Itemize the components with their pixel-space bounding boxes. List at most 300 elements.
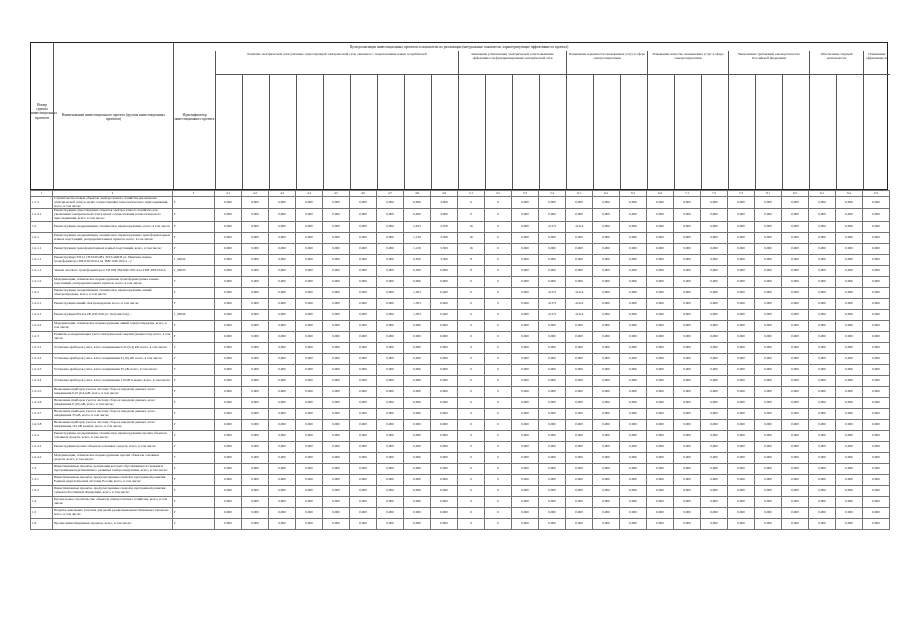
row-value: 0,000 (296, 474, 323, 485)
row-project-id: Г (173, 507, 215, 518)
row-value: 0,000 (431, 386, 458, 397)
row-value: 0,000 (404, 397, 431, 408)
row-project-name: Замена силового трансформатора в ТП 639 ТМ-630/10/0,4 на ТМГ-630/10/0,4 (53, 265, 173, 276)
row-value: 0,000 (566, 419, 593, 430)
row-number: 1.2.3.7 (31, 408, 53, 419)
row-value: 0,000 (728, 518, 755, 529)
row-value: 0,000 (215, 265, 242, 276)
row-value: 0,000 (620, 441, 647, 452)
row-value: 0,000 (863, 419, 890, 430)
row-value: 0,630 (404, 254, 431, 265)
row-value: 0,000 (269, 408, 296, 419)
row-value: 0,000 (512, 342, 539, 353)
row-value: 0,000 (566, 496, 593, 507)
row-project-id: J_SDO4 (173, 309, 215, 320)
row-value: 0,000 (647, 474, 674, 485)
row-value: 0,000 (728, 419, 755, 430)
column-number: 5.1 (458, 191, 485, 197)
row-value: 0 (485, 463, 512, 474)
row-value: 0,000 (512, 197, 539, 209)
row-value: 0,000 (836, 485, 863, 496)
row-value: 0,000 (836, 232, 863, 243)
header-subcolumn (269, 75, 296, 189)
row-value: 0,000 (593, 342, 620, 353)
row-value: 0 (485, 518, 512, 529)
row-value: 0,000 (755, 287, 782, 298)
row-value: 0,000 (269, 221, 296, 232)
row-value: 0,000 (809, 430, 836, 441)
row-value: 0,000 (836, 320, 863, 331)
row-number: 1.2.1.1 (31, 243, 53, 254)
row-value: 0,000 (431, 353, 458, 364)
row-value: 0,000 (728, 353, 755, 364)
row-value: 0,000 (620, 364, 647, 375)
column-number: 9.1 (809, 191, 836, 197)
row-value: 0,000 (350, 474, 377, 485)
table-row (31, 397, 890, 408)
row-value: 0,000 (296, 232, 323, 243)
row-project-name: Установка приборов учета, класс напряжения 6 (10) кВ, всего, в том числе: (53, 353, 173, 364)
row-value: 0,000 (512, 463, 539, 474)
row-value: 0,000 (863, 298, 890, 309)
row-value: 0,000 (242, 474, 269, 485)
row-value: 0,000 (323, 232, 350, 243)
row-value: 0,000 (377, 386, 404, 397)
row-value: 0,000 (350, 353, 377, 364)
row-value: 0,000 (539, 419, 566, 430)
row-value: 0,000 (539, 507, 566, 518)
row-value: 0,000 (323, 386, 350, 397)
column-number: 9.2 (836, 191, 863, 197)
row-project-id: Г (173, 331, 215, 342)
row-value: -0,414 (566, 221, 593, 232)
row-value: 0,000 (620, 485, 647, 496)
row-value: 0,000 (215, 331, 242, 342)
row-value: 0,000 (836, 430, 863, 441)
row-value: 0,000 (377, 309, 404, 320)
row-project-name: Модернизация, техническое перевооружение прочих объектов основных средств, всего, в том числе: (53, 452, 173, 463)
row-value: 0,000 (215, 507, 242, 518)
row-value: 0,000 (647, 364, 674, 375)
row-value: 0,000 (755, 221, 782, 232)
row-value: 0 (458, 209, 485, 221)
row-value: 0,000 (269, 419, 296, 430)
table-row (31, 485, 890, 496)
row-value: -0,371 (539, 298, 566, 309)
column-number: 4.3 (269, 191, 296, 197)
table-row (31, 243, 890, 254)
row-value: 0 (485, 353, 512, 364)
row-value: 0,000 (863, 518, 890, 529)
row-value: 0 (485, 197, 512, 209)
row-value: 0,000 (377, 375, 404, 386)
row-number: 1.2.2.2 (31, 320, 53, 331)
row-value: 0,000 (809, 353, 836, 364)
row-value: 0,000 (674, 265, 701, 276)
row-project-name: Инвестиционные проекты, предусмотренные схемой и программой развития субъекта Российской Федерации, всего, в том числе: (53, 485, 173, 496)
row-value: 0,000 (323, 254, 350, 265)
row-value: 0,000 (539, 463, 566, 474)
row-value: 0,000 (782, 254, 809, 265)
row-value: 0,000 (647, 298, 674, 309)
header-project-id-label: Идентификатор инвестиционного проекта (174, 113, 215, 122)
row-value: 0,000 (215, 287, 242, 298)
row-value: 0,000 (377, 485, 404, 496)
row-project-name: Инвестиционные проекты, реализация которых обуславливается схемами и программами перспективного развития электроэнергетики, всего, в том числе: (53, 463, 173, 474)
row-value: 0 (485, 276, 512, 287)
row-value: 0,000 (215, 441, 242, 452)
row-value: 0 (485, 375, 512, 386)
row-value: 0,000 (512, 309, 539, 320)
row-value: 0,000 (782, 342, 809, 353)
row-value: 0,000 (566, 276, 593, 287)
row-project-name: Развитие и модернизация учета электрической энергии (мощности), всего, в том числе: (53, 331, 173, 342)
row-value: 0,000 (377, 221, 404, 232)
row-value: 0,000 (863, 441, 890, 452)
row-value: 0,000 (674, 353, 701, 364)
row-value: 0,000 (647, 320, 674, 331)
row-value: 0,000 (728, 243, 755, 254)
row-value: 0,000 (512, 243, 539, 254)
row-value: 0,000 (215, 419, 242, 430)
row-value: 3,300 (431, 254, 458, 265)
column-number: 7.3 (728, 191, 755, 197)
row-value: 0,000 (296, 276, 323, 287)
row-value: 0,000 (296, 452, 323, 463)
row-number: 1.2.3.3 (31, 364, 53, 375)
row-project-name: Включение приборов учета в систему сбора и передачи данных, класс напряжения 110 кВ и выше, всего, в том числе: (53, 419, 173, 430)
row-value: 0 (458, 298, 485, 309)
row-value: 0,000 (674, 243, 701, 254)
row-number: 1.2.3.2 (31, 353, 53, 364)
row-value: 0,000 (647, 221, 674, 232)
row-value: 0,000 (701, 221, 728, 232)
row-value: 16 (458, 243, 485, 254)
column-number: 4.1 (215, 191, 242, 197)
row-value: 0,500 (404, 265, 431, 276)
row-value: 0,000 (539, 386, 566, 397)
row-value: 0,000 (350, 232, 377, 243)
row-value: 0,000 (269, 474, 296, 485)
row-value: 0,000 (863, 430, 890, 441)
row-project-id: Г (173, 342, 215, 353)
row-value: 0 (458, 518, 485, 529)
row-value: 3,300 (431, 243, 458, 254)
row-value: 0,000 (215, 430, 242, 441)
row-value: 0,000 (701, 375, 728, 386)
row-value: 0,000 (701, 463, 728, 474)
header-group-number (31, 43, 57, 189)
row-value: 0,000 (809, 397, 836, 408)
row-value: 0,000 (782, 276, 809, 287)
row-value: 0,000 (674, 507, 701, 518)
row-value: 0,000 (512, 375, 539, 386)
row-project-name: Реконструкция, модернизация, техническое перевооружение, всего, в том числе: (53, 221, 173, 232)
row-value: 0,000 (620, 298, 647, 309)
row-value: 0,000 (566, 474, 593, 485)
row-value: 0,000 (323, 320, 350, 331)
row-value: 0,000 (431, 364, 458, 375)
row-value: 0 (458, 485, 485, 496)
row-value: 0,000 (512, 397, 539, 408)
row-value: 0,000 (350, 463, 377, 474)
row-value: 0,000 (593, 232, 620, 243)
row-value: 0,400 (431, 287, 458, 298)
row-value: 0,000 (647, 265, 674, 276)
row-value: 0,000 (512, 221, 539, 232)
row-value: 0,000 (566, 463, 593, 474)
row-value: 0,000 (728, 342, 755, 353)
row-value: 0,000 (350, 287, 377, 298)
row-value: 0,000 (755, 430, 782, 441)
column-number: 4.8 (404, 191, 431, 197)
row-value: 0,000 (755, 254, 782, 265)
row-value: 0,000 (755, 342, 782, 353)
column-number: 4.4 (296, 191, 323, 197)
column-number: 6.3 (620, 191, 647, 197)
row-value: 0 (485, 485, 512, 496)
row-value: 0 (485, 386, 512, 397)
row-value: 0,000 (836, 197, 863, 209)
row-value: 0,000 (377, 452, 404, 463)
row-value: 0,000 (512, 364, 539, 375)
row-value: 0,000 (377, 507, 404, 518)
row-value: 0,000 (647, 408, 674, 419)
row-project-name: Прочее новое строительство объектов электросетевого хозяйства, всего, в том числе: (53, 496, 173, 507)
row-value: 0,000 (836, 441, 863, 452)
row-value: 0,000 (242, 265, 269, 276)
row-value: 0,000 (863, 254, 890, 265)
header-subcolumn (539, 75, 566, 189)
row-value: 0,000 (566, 507, 593, 518)
row-value: 0,000 (863, 496, 890, 507)
row-value: 0,000 (809, 287, 836, 298)
row-value: 0,000 (323, 309, 350, 320)
row-value: 0,000 (242, 518, 269, 529)
row-value: 0,000 (593, 298, 620, 309)
row-value: 1,503 (404, 287, 431, 298)
row-value: 0,000 (836, 518, 863, 529)
row-value: 0 (485, 496, 512, 507)
row-value: 0,000 (593, 243, 620, 254)
row-value: 0,000 (620, 197, 647, 209)
row-value: 0,000 (323, 209, 350, 221)
row-value: 0,000 (674, 254, 701, 265)
row-value: 0,000 (323, 197, 350, 209)
row-value: 0,000 (404, 342, 431, 353)
row-value: 3,300 (431, 232, 458, 243)
row-value: 0,000 (566, 375, 593, 386)
row-value: 0,000 (863, 474, 890, 485)
row-value: 0,000 (593, 364, 620, 375)
row-value: 0,000 (323, 243, 350, 254)
row-value: 0,000 (350, 276, 377, 287)
header-subcolumn (566, 75, 593, 189)
row-value: 0,000 (566, 397, 593, 408)
row-value: 0,000 (782, 474, 809, 485)
row-value: 0 (458, 197, 485, 209)
row-value: 0,000 (620, 386, 647, 397)
row-value: 0 (458, 474, 485, 485)
row-value: 0,000 (350, 254, 377, 265)
row-value: 0,000 (728, 507, 755, 518)
row-value: 0,000 (593, 474, 620, 485)
row-value: 0,000 (377, 287, 404, 298)
row-value: 0,000 (296, 485, 323, 496)
row-value: 0,000 (296, 419, 323, 430)
row-value: 0,000 (404, 197, 431, 209)
row-value: 0,000 (296, 518, 323, 529)
header-subcolumn (782, 75, 809, 189)
header-group-1: Развитие электрической сети/усиление существующей электрической сети, связанное с подключением новых потребителей (215, 51, 458, 75)
row-value: 0,000 (836, 331, 863, 342)
row-value: 0,000 (215, 276, 242, 287)
table-row (31, 342, 890, 353)
header-subcolumn (755, 75, 782, 189)
row-value: 0,000 (593, 430, 620, 441)
row-value: 0,000 (323, 265, 350, 276)
row-value: 0,000 (242, 441, 269, 452)
row-value: 0,000 (674, 441, 701, 452)
row-value: 0,000 (863, 507, 890, 518)
header-subcolumn (242, 75, 269, 189)
row-value: 0,000 (836, 243, 863, 254)
row-number: 1.2.3.1 (31, 342, 53, 353)
row-value: 0,000 (620, 397, 647, 408)
row-value: 0,000 (296, 331, 323, 342)
row-value: 0,000 (728, 408, 755, 419)
row-value: 0,000 (350, 209, 377, 221)
row-value: 0,000 (836, 287, 863, 298)
row-value: 0,000 (620, 209, 647, 221)
row-project-id: Г (173, 386, 215, 397)
row-value: 0,000 (593, 375, 620, 386)
row-value: 0,000 (242, 298, 269, 309)
row-number: 1.2.2 (31, 287, 53, 298)
row-value: 0,000 (323, 507, 350, 518)
row-value: 0,000 (350, 419, 377, 430)
row-value: 0,400 (431, 309, 458, 320)
row-value: 0,000 (242, 430, 269, 441)
row-value: 0,000 (377, 408, 404, 419)
row-value: 0,000 (728, 221, 755, 232)
row-value: 0,000 (512, 507, 539, 518)
row-value: 0,000 (350, 518, 377, 529)
row-value: 0,000 (566, 364, 593, 375)
row-value: 0,000 (701, 474, 728, 485)
row-value: 0 (458, 276, 485, 287)
row-value: 0,000 (377, 430, 404, 441)
row-value: 0,000 (296, 209, 323, 221)
row-value: 0,000 (863, 375, 890, 386)
row-value: 0,000 (593, 386, 620, 397)
row-value: 0,000 (269, 496, 296, 507)
row-value: 0,000 (755, 232, 782, 243)
row-value: 0,000 (701, 397, 728, 408)
row-value: 0,000 (323, 419, 350, 430)
row-value: 0,000 (701, 518, 728, 529)
row-value: 0,000 (647, 331, 674, 342)
row-value: 0,000 (512, 287, 539, 298)
row-value: 0,000 (269, 309, 296, 320)
row-project-name: Реконструкция линий электропередачи, всего, в том числе: (53, 298, 173, 309)
row-project-name: Реконструкция, модернизация, техническое перевооружение трансформаторных и иных подстанций, распределительных пунктов, всего, в том числе: (53, 232, 173, 243)
row-value: 0,000 (728, 496, 755, 507)
row-value: 0,000 (296, 364, 323, 375)
row-value: 0,000 (593, 441, 620, 452)
row-value: 0,000 (701, 452, 728, 463)
row-value: 0,000 (269, 452, 296, 463)
row-value: 1,130 (404, 232, 431, 243)
row-value: 0,000 (377, 342, 404, 353)
row-value: 0,000 (755, 507, 782, 518)
row-value: 0,000 (539, 353, 566, 364)
row-value: 0,000 (215, 496, 242, 507)
row-value: 0 (485, 419, 512, 430)
row-value: 0,000 (269, 232, 296, 243)
row-value: 0,000 (269, 430, 296, 441)
row-value: 0,000 (566, 320, 593, 331)
row-value: 0 (458, 430, 485, 441)
row-value: 0,000 (566, 386, 593, 397)
row-value: 0,000 (512, 254, 539, 265)
row-value: 0,000 (512, 232, 539, 243)
header-subcolumn (323, 75, 350, 189)
row-value: 0,000 (836, 276, 863, 287)
row-project-id: Г (173, 276, 215, 287)
table-row (31, 408, 890, 419)
row-value: 0,000 (377, 276, 404, 287)
row-value: 0,000 (593, 397, 620, 408)
row-value: 0,000 (566, 441, 593, 452)
row-value: 0,000 (566, 197, 593, 209)
row-project-id: Г (173, 375, 215, 386)
row-value: 0 (485, 408, 512, 419)
row-value: 0,000 (755, 441, 782, 452)
row-value: 0,000 (836, 342, 863, 353)
row-value: 0,000 (755, 397, 782, 408)
row-project-id: Г (173, 232, 215, 243)
row-value: 0,000 (269, 331, 296, 342)
row-value: 0 (485, 232, 512, 243)
table-row (31, 496, 890, 507)
row-value: 0,000 (242, 419, 269, 430)
column-number: 9.3 (863, 191, 890, 197)
header-subcolumn (809, 75, 836, 189)
row-value: 0,000 (620, 287, 647, 298)
row-value: 0,000 (269, 287, 296, 298)
row-value: 0,000 (512, 298, 539, 309)
row-value: 0,000 (296, 507, 323, 518)
row-project-id: Г (173, 397, 215, 408)
row-value: 0 (458, 397, 485, 408)
row-value: 0,000 (620, 408, 647, 419)
row-value: 0 (458, 419, 485, 430)
row-value: 0,000 (269, 298, 296, 309)
row-value: 0,000 (431, 408, 458, 419)
row-value: 0,000 (377, 298, 404, 309)
row-value: 0,000 (242, 375, 269, 386)
row-project-name: Реконструкция трансформаторных и иных подстанций, всего, в том числе: (53, 243, 173, 254)
row-value: 0,000 (593, 496, 620, 507)
table-row (31, 331, 890, 342)
row-value: 0,000 (782, 408, 809, 419)
row-project-name: Включение приборов учета в систему сбора и передачи данных, класс напряжения 0,22 (0,4) кВ, всего, в том числе: (53, 386, 173, 397)
row-value: 0,000 (431, 331, 458, 342)
header-top-caption: Цели реализации инвестиционных проектов и показатели их реализации (натуральные показатели, характеризующие эффективность проекта) (349, 45, 569, 49)
row-value: 16 (458, 232, 485, 243)
row-value: 0,000 (701, 408, 728, 419)
